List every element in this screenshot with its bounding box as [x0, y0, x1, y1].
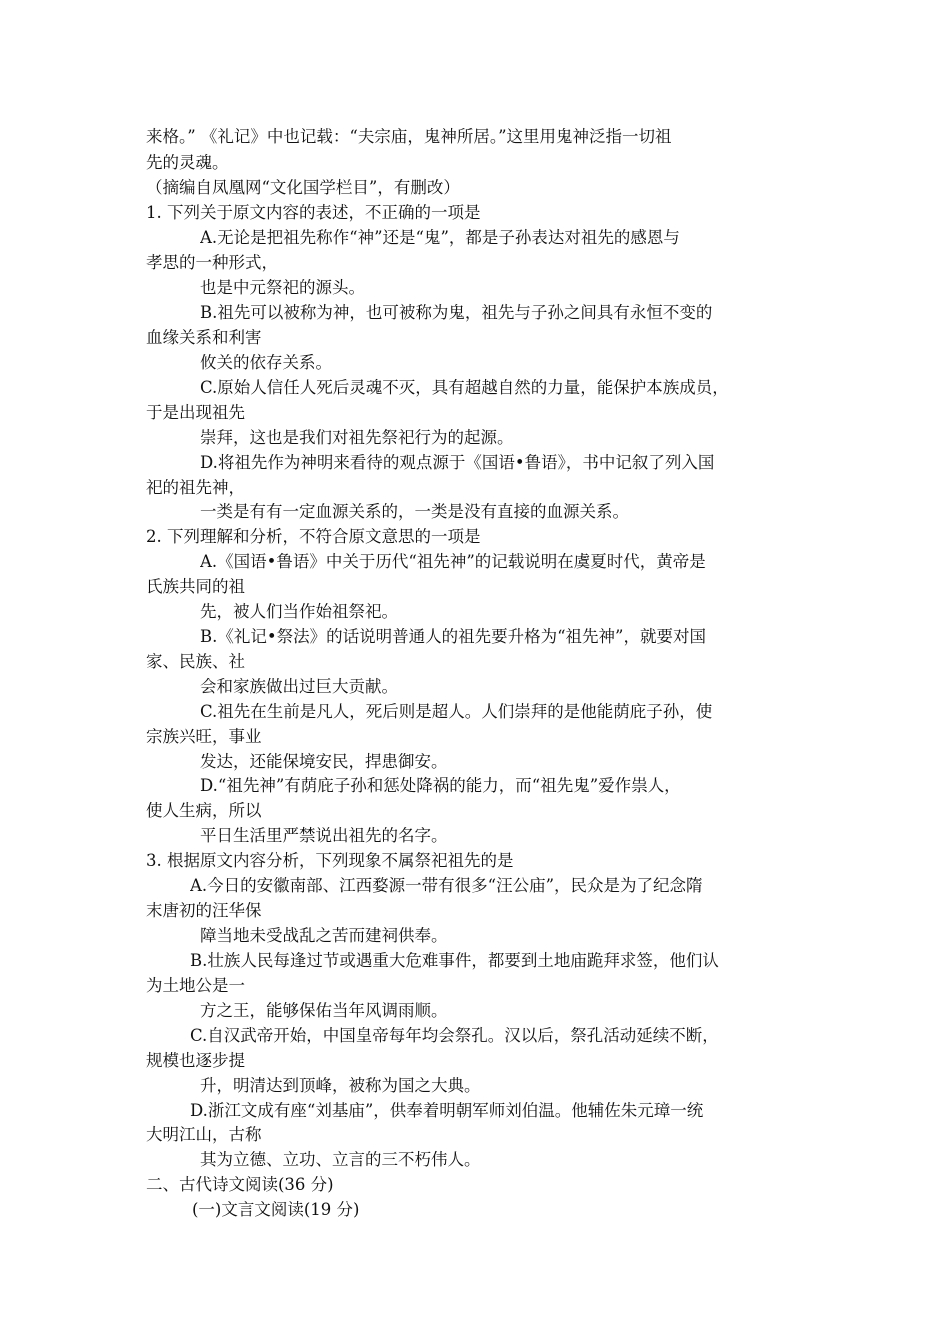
- q3-option-c: C.自汉武帝开始，中国皇帝每年均会祭孔。汉以后，祭孔活动延续不断，: [190, 1026, 719, 1045]
- q1-option-d-cont2: 一类是有有一定血源关系的，一类是没有直接的血源关系。: [200, 502, 629, 521]
- intro-line-1: 来格。” 《礼记》中也记载：“夫宗庙，鬼神所居。”这里用鬼神泛指一切祖: [146, 127, 672, 146]
- subsection-heading: (一)文言文阅读(19 分): [192, 1200, 360, 1219]
- q1-option-d-cont: 祀的祖先神，: [146, 478, 245, 497]
- q2-option-d-cont: 使人生病，所以: [146, 801, 262, 820]
- q1-option-a-cont2: 也是中元祭祀的源头。: [200, 278, 365, 297]
- q2-option-c: C.祖先在生前是凡人，死后则是超人。人们崇拜的是他能荫庇子孙，使: [200, 702, 713, 721]
- q3-option-a-cont2: 障当地未受战乱之苦而建祠供奉。: [200, 926, 448, 945]
- q3-option-c-cont: 规模也逐步提: [146, 1051, 245, 1070]
- q3-option-a-cont: 末唐初的汪华保: [146, 901, 262, 920]
- q3-option-d: D.浙江文成有座“刘基庙”，供奉着明朝军师刘伯温。他辅佐朱元璋一统: [190, 1101, 704, 1120]
- q2-option-b-cont2: 会和家族做出过巨大贡献。: [200, 677, 398, 696]
- q2-option-b-cont: 家、民族、社: [146, 652, 245, 671]
- q3-option-c-cont2: 升，明清达到顶峰，被称为国之大典。: [200, 1076, 481, 1095]
- q2-option-c-cont2: 发达，还能保境安民，捍患御安。: [200, 752, 448, 771]
- q2-option-d: D.“祖先神”有荫庇子孙和惩处降祸的能力，而“祖先鬼”爱作祟人，: [200, 776, 681, 795]
- q2-option-b: B.《礼记•祭法》的话说明普通人的祖先要升格为“祖先神”，就要对国: [200, 627, 706, 646]
- q1-option-b: B.祖先可以被称为神，也可被称为鬼，祖先与子孙之间具有永恒不变的: [200, 303, 713, 322]
- q2-stem: 2. 下列理解和分析，不符合原文意思的一项是: [146, 527, 481, 546]
- q3-option-d-cont: 大明江山，古称: [146, 1125, 262, 1144]
- q2-option-a: A.《国语•鲁语》中关于历代“祖先神”的记载说明在虞夏时代，黄帝是: [200, 552, 706, 571]
- q3-option-b-cont: 为土地公是一: [146, 976, 245, 995]
- q2-option-c-cont: 宗族兴旺，事业: [146, 727, 262, 746]
- q1-option-b-cont2: 攸关的依存关系。: [200, 353, 332, 372]
- q2-option-a-cont: 氏族共同的祖: [146, 577, 245, 596]
- q1-option-c: C.原始人信任人死后灵魂不灭，具有超越自然的力量，能保护本族成员，: [200, 378, 729, 397]
- q1-option-c-cont2: 崇拜，这也是我们对祖先祭祀行为的起源。: [200, 428, 514, 447]
- q1-option-b-cont: 血缘关系和利害: [146, 328, 262, 347]
- q2-option-a-cont2: 先，被人们当作始祖祭祀。: [200, 602, 398, 621]
- q1-stem: 1. 下列关于原文内容的表述，不正确的一项是: [146, 203, 481, 222]
- q3-option-b: B.壮族人民每逢过节或遇重大危难事件，都要到土地庙跪拜求签，他们认: [190, 951, 719, 970]
- q1-option-c-cont: 于是出现祖先: [146, 403, 245, 422]
- q3-option-b-cont2: 方之王，能够保佑当年风调雨顺。: [200, 1001, 448, 1020]
- q3-option-a: A.今日的安徽南部、江西婺源一带有很多“汪公庙”，民众是为了纪念隋: [190, 876, 703, 895]
- q1-option-a: A.无论是把祖先称作“神”还是“鬼”，都是子孙表达对祖先的感恩与: [200, 228, 680, 247]
- q3-option-d-cont2: 其为立德、立功、立言的三不朽伟人。: [200, 1150, 481, 1169]
- q3-stem: 3. 根据原文内容分析，下列现象不属祭祀祖先的是: [146, 851, 514, 870]
- q1-option-d: D.将祖先作为神明来看待的观点源于《国语•鲁语》，书中记叙了列入国: [200, 453, 715, 472]
- q2-option-d-cont2: 平日生活里严禁说出祖先的名字。: [200, 826, 448, 845]
- section-heading: 二、古代诗文阅读(36 分): [146, 1175, 334, 1194]
- q1-option-a-cont: 孝思的一种形式，: [146, 253, 278, 272]
- source-note: （摘编自凤凰网“文化国学栏目”，有删改）: [146, 178, 460, 197]
- intro-line-2: 先的灵魂。: [146, 153, 229, 172]
